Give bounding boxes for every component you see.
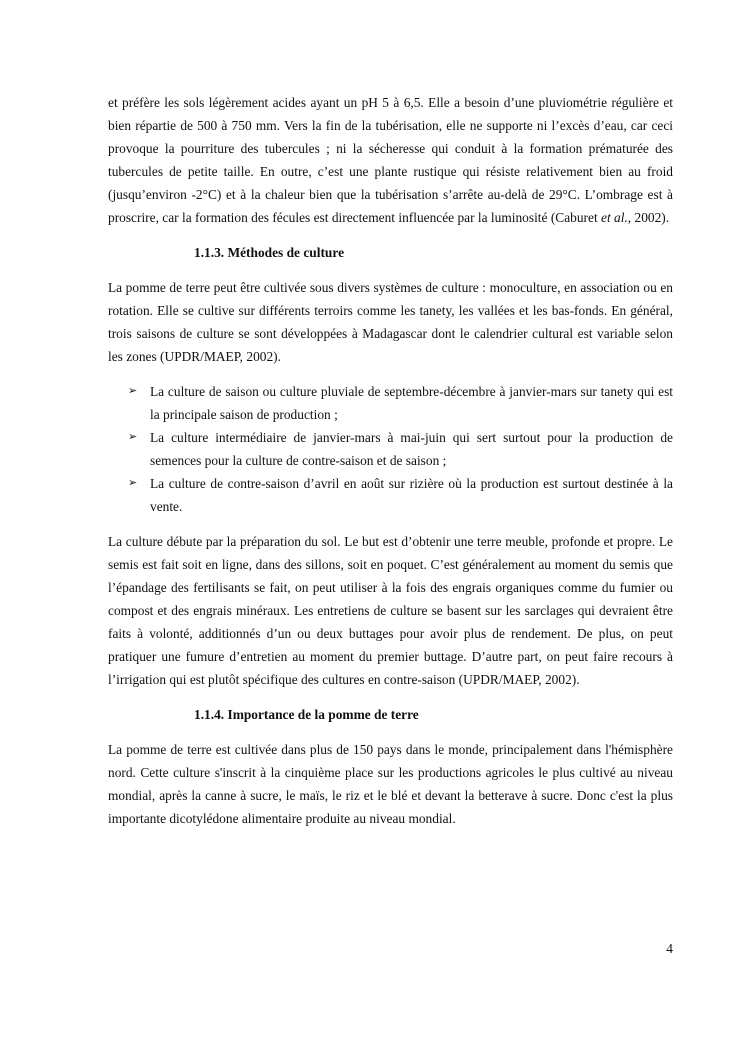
- methodes-paragraph-1: La pomme de terre peut être cultivée sous divers systèmes de culture : monoculture, en association ou en rotation. Elle se cultive sur différents terroirs comme les tanety, les vallées et les bas-fonds. En général, trois saisons de culture se sont développées à Madagascar dont le calendrier cultural est variable selon les zones (UPDR/MAEP, 2002).: [108, 280, 673, 364]
- culture-seasons-list: [108, 380, 673, 518]
- intro-paragraph: [108, 91, 673, 229]
- intro-text-end: , 2002).: [627, 210, 670, 225]
- list-item-text: La culture intermédiaire de janvier-mars à mai-juin qui sert surtout pour la production de semences pour la culture de contre-saison et de saison ;: [150, 430, 673, 468]
- section-heading-methodes: 1.1.3. Méthodes de culture: [194, 245, 345, 260]
- arrow-bullet-icon: ➢: [128, 385, 138, 397]
- list-item-text: La culture de contre-saison d’avril en août sur rizière où la production est surtout destinée à la vente.: [150, 476, 673, 514]
- intro-text: et préfère les sols légèrement acides ayant un pH 5 à 6,5. Elle a besoin d’une pluviométrie régulière et bien répartie de 500 à 750 mm. Vers la fin de la tubérisation, elle ne supporte ni l’excès d’eau, car ceci provoque la pourriture des tubercules ; ni la sécheresse qui conduit à la formation prématurée des tubercules de petite taille. En outre, c’est une plante rustique qui résiste relativement bien au froid (jusqu’environ -2°C) et à la chaleur bien que la tubérisation s’arrête au-delà de 29°C. L’ombrage est à proscrire, car la formation des fécules est directement influencée par la luminosité (Caburet: [108, 95, 673, 225]
- intro-citation-italic: et al.: [601, 210, 628, 225]
- arrow-bullet-icon: ➢: [128, 477, 138, 489]
- page-number: 4: [666, 941, 673, 956]
- page-content: [108, 91, 673, 830]
- arrow-bullet-icon: ➢: [128, 431, 138, 443]
- section-heading-importance: 1.1.4. Importance de la pomme de terre: [194, 707, 419, 722]
- list-item: [108, 380, 673, 426]
- importance-paragraph: La pomme de terre est cultivée dans plus de 150 pays dans le monde, principalement dans l'hémisphère nord. Cette culture s'inscrit à la cinquième place sur les productions agricoles le plus cultivé au niveau mondial, après la canne à sucre, le maïs, le riz et le blé et devant la betterave à sucre. Donc c'est la plus importante dicotylédone alimentaire produite au niveau mondial.: [108, 742, 673, 826]
- list-item: [108, 426, 673, 472]
- list-item-text: La culture de saison ou culture pluviale de septembre-décembre à janvier-mars sur tanety qui est la principale saison de production ;: [150, 384, 673, 422]
- methodes-paragraph-2: La culture débute par la préparation du sol. Le but est d’obtenir une terre meuble, profonde et propre. Le semis est fait soit en ligne, dans des sillons, soit en poquet. C’est généralement au moment du semis que l’épandage des fertilisants se fait, on peut utiliser à la fois des engrais organiques comme du fumier ou compost et des engrais minéraux. Les entretiens de culture se basent sur les sarclages qui devraient être faits à volonté, additionnés d’un ou deux buttages pour avoir plus de rendement. De plus, on peut pratiquer une fumure d’entretien au moment du premier buttage. D’autre part, on peut faire recours à l’irrigation qui est plutôt spécifique des cultures en contre-saison (UPDR/MAEP, 2002).: [108, 534, 673, 687]
- list-item: [108, 472, 673, 518]
